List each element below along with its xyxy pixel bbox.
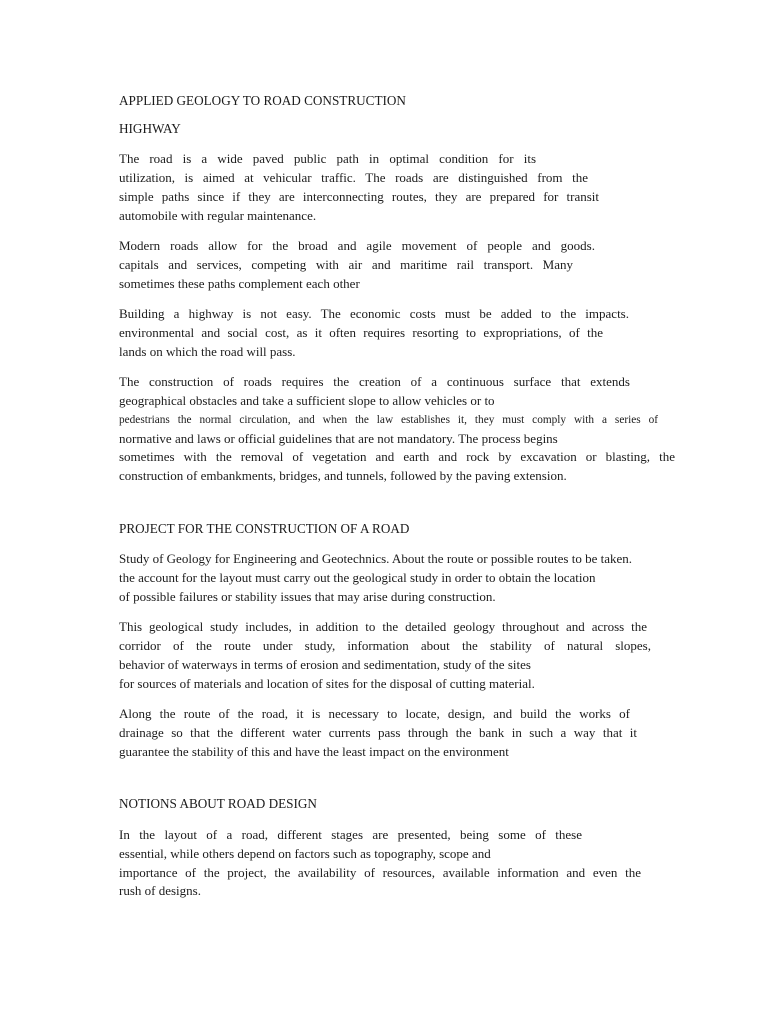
paragraph-line: capitals and services, competing with air and maritime rail transport. Many bbox=[119, 256, 573, 272]
paragraph-line: The construction of roads requires the creation of a continuous surface that extends bbox=[119, 374, 630, 390]
paragraph-line: sometimes these paths complement each other bbox=[119, 275, 360, 291]
paragraph-line: environmental and social cost, as it often requires resorting to expropriations, of the bbox=[119, 325, 603, 341]
paragraph-line: simple paths since if they are interconnecting routes, they are prepared for transit bbox=[119, 188, 599, 204]
paragraph-line: automobile with regular maintenance. bbox=[119, 207, 317, 223]
paragraph bbox=[119, 550, 681, 606]
document-title: APPLIED GEOLOGY TO ROAD CONSTRUCTION bbox=[119, 93, 406, 108]
paragraph-line: importance of the project, the availability of resources, available information and even the bbox=[119, 864, 641, 880]
paragraph bbox=[119, 237, 681, 293]
paragraph-line: sometimes with the removal of vegetation and earth and rock by excavation or blasting, the bbox=[119, 449, 675, 465]
paragraph-line: corridor of the route under study, information about the stability of natural slopes, bbox=[119, 638, 651, 654]
paragraph-line: Building a highway is not easy. The economic costs must be added to the impacts. bbox=[119, 306, 629, 322]
section-heading-highway: HIGHWAY bbox=[119, 120, 181, 136]
paragraph-line: for sources of materials and location of sites for the disposal of cutting material. bbox=[119, 675, 535, 691]
paragraph-line: construction of embankments, bridges, and tunnels, followed by the paving extension. bbox=[119, 467, 567, 483]
section-heading-project: PROJECT FOR THE CONSTRUCTION OF A ROAD bbox=[119, 520, 410, 536]
paragraph bbox=[119, 826, 681, 901]
paragraph-line: lands on which the road will pass. bbox=[119, 343, 296, 359]
paragraph-line: the account for the layout must carry out the geological study in order to obtain the location bbox=[119, 570, 596, 586]
paragraph-line: essential, while others depend on factors such as topography, scope and bbox=[119, 845, 491, 861]
paragraph-line: Study of Geology for Engineering and Geotechnics. About the route or possible routes to be taken. bbox=[119, 551, 633, 567]
document-body bbox=[119, 92, 681, 901]
section-heading-road-design: NOTIONS ABOUT ROAD DESIGN bbox=[119, 796, 317, 812]
paragraph-line: behavior of waterways in terms of erosion and sedimentation, study of the sites bbox=[119, 656, 531, 672]
paragraph bbox=[119, 373, 681, 485]
paragraph-line: pedestrians the normal circulation, and when the law establishes it, they must comply with a series of bbox=[119, 413, 658, 426]
paragraph-line: guarantee the stability of this and have the least impact on the environment bbox=[119, 743, 509, 759]
paragraph-line: of possible failures or stability issues that may arise during construction. bbox=[119, 588, 496, 604]
paragraph-line: In the layout of a road, different stages are presented, being some of these bbox=[119, 827, 582, 843]
paragraph-line: rush of designs. bbox=[119, 883, 201, 899]
paragraph bbox=[119, 618, 681, 693]
paragraph bbox=[119, 305, 681, 361]
paragraph-line: Along the route of the road, it is necessary to locate, design, and build the works of bbox=[119, 706, 630, 722]
paragraph-line: geographical obstacles and take a sufficient slope to allow vehicles or to bbox=[119, 393, 495, 409]
paragraph-line: This geological study includes, in addition to the detailed geology throughout and across the bbox=[119, 619, 647, 635]
paragraph-line: normative and laws or official guidelines that are not mandatory. The process begins bbox=[119, 430, 558, 446]
paragraph-line: The road is a wide paved public path in optimal condition for its bbox=[119, 151, 536, 167]
paragraph bbox=[119, 150, 681, 225]
paragraph-line: drainage so that the different water currents pass through the bank in such a way that it bbox=[119, 724, 637, 740]
paragraph-line: utilization, is aimed at vehicular traffic. The roads are distinguished from the bbox=[119, 170, 588, 186]
paragraph bbox=[119, 705, 681, 761]
paragraph-line: Modern roads allow for the broad and agile movement of people and goods. bbox=[119, 238, 595, 254]
